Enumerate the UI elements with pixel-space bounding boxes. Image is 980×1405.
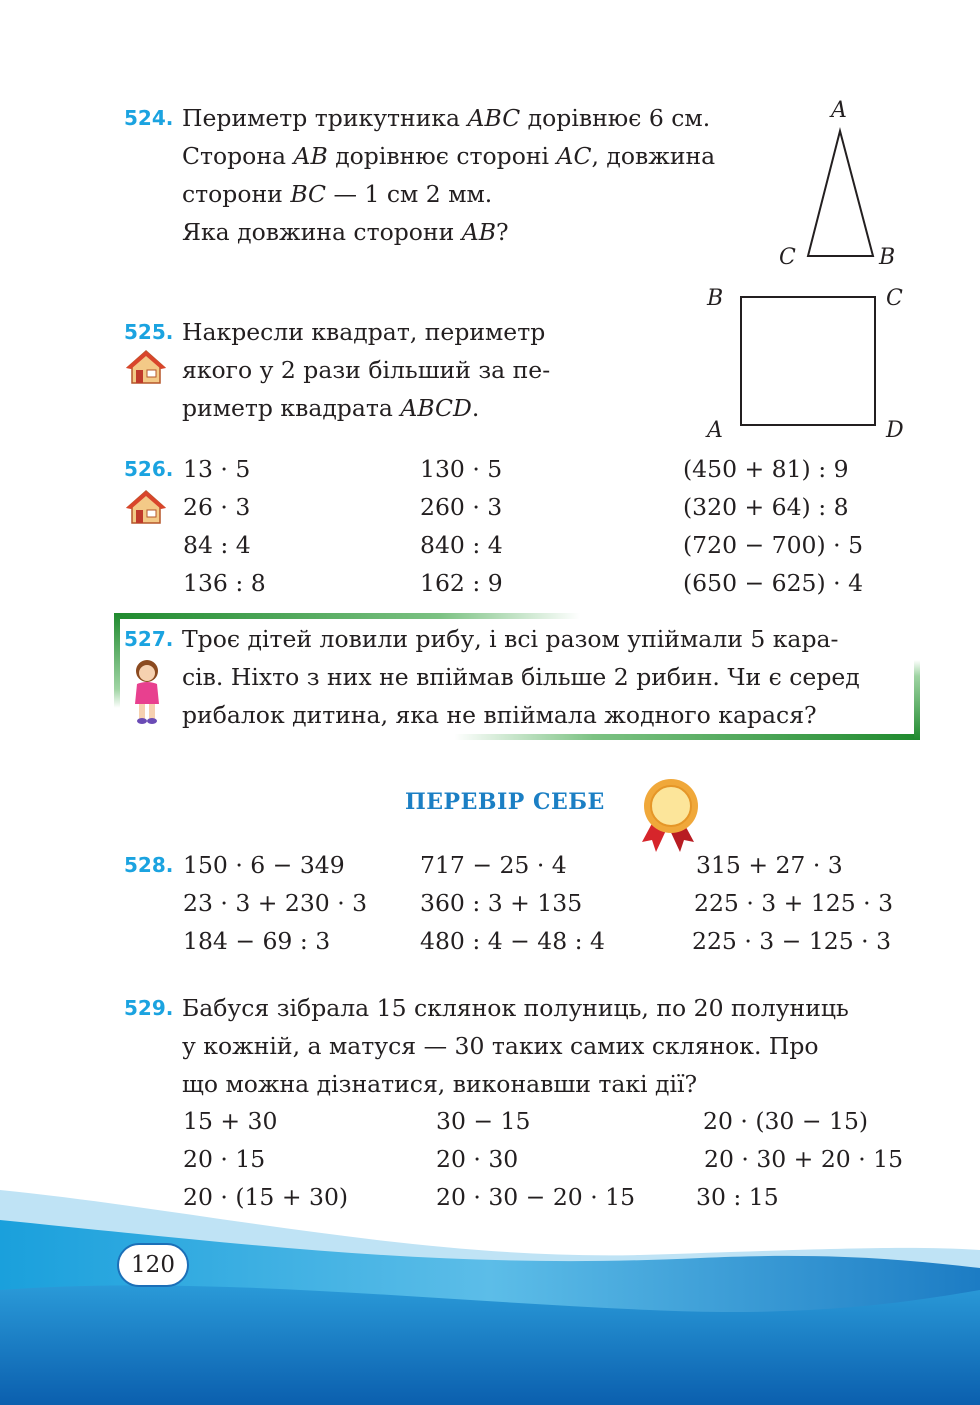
text: AB (461, 218, 496, 246)
text: AC (556, 142, 592, 170)
expression: 150 · 6 − 349 (183, 851, 345, 879)
problem-525-line-1: Накресли квадрат, периметр (182, 318, 546, 346)
problem-527-line-1: Троє дітей ловили рибу, і всі разом упіймали 5 кара- (182, 625, 839, 653)
house-icon (126, 349, 166, 385)
problem-527-line-2: сів. Ніхто з них не впіймав більше 2 рибин. Чи є серед (182, 663, 860, 691)
expression: 360 : 3 + 135 (420, 889, 583, 917)
frame-bottom-bar (454, 734, 920, 740)
house-icon (126, 489, 166, 525)
triangle-label-a: A (831, 98, 847, 123)
expression: (650 − 625) · 4 (683, 569, 864, 597)
expression: (720 − 700) · 5 (683, 531, 864, 559)
frame-top-bar (114, 613, 580, 619)
expression: 26 · 3 (183, 493, 251, 521)
expression: 225 · 3 + 125 · 3 (694, 889, 894, 917)
problem-number-525: 525. (124, 320, 174, 344)
expression: 130 · 5 (420, 455, 503, 483)
triangle-label-c: C (779, 245, 796, 270)
expression: 84 : 4 (183, 531, 251, 559)
expression: 30 : 15 (696, 1183, 779, 1211)
expression: 840 : 4 (420, 531, 503, 559)
square-label-d: D (886, 418, 904, 443)
problem-524-line-3 (182, 175, 492, 213)
expression: 20 · 30 − 20 · 15 (436, 1183, 636, 1211)
page-number-badge (117, 1243, 189, 1287)
text: — 1 см 2 мм. (326, 180, 493, 208)
expression: 260 · 3 (420, 493, 503, 521)
text: ABCD (400, 394, 472, 422)
text: дорівнює 6 см. (520, 104, 711, 132)
problem-number-526: 526. (124, 457, 174, 481)
problem-525-line-3 (182, 389, 479, 427)
expression: (450 + 81) : 9 (683, 455, 849, 483)
expression: 15 + 30 (183, 1107, 278, 1135)
problem-529-line-3: що можна дізнатися, виконавши такі дії? (182, 1070, 698, 1098)
expression: 480 : 4 − 48 : 4 (420, 927, 606, 955)
expression: 315 + 27 · 3 (696, 851, 843, 879)
expression: 162 : 9 (420, 569, 503, 597)
expression: 20 · (15 + 30) (183, 1183, 349, 1211)
text: дорівнює стороні (327, 142, 557, 170)
problem-number-528: 528. (124, 853, 174, 877)
problem-529-line-1: Бабуся зібрала 15 склянок полуниць, по 20 полуниць (182, 994, 849, 1022)
text: ? (495, 218, 509, 246)
expression: 184 − 69 : 3 (183, 927, 331, 955)
text: Сторона (182, 142, 294, 170)
expression: 20 · 30 (436, 1145, 519, 1173)
expression: 717 − 25 · 4 (420, 851, 567, 879)
triangle-label-b: B (879, 245, 896, 270)
section-heading-check-yourself: ПЕРЕВІР СЕБЕ (405, 789, 605, 815)
expression: 20 · (30 − 15) (703, 1107, 869, 1135)
text: Периметр трикутника (182, 104, 468, 132)
girl-character-icon (130, 658, 164, 724)
text: сторони (182, 180, 291, 208)
frame-right-bar (914, 660, 920, 740)
square-label-a: A (707, 418, 723, 443)
problem-number-529: 529. (124, 996, 174, 1020)
square-label-c: C (886, 286, 903, 311)
problem-529-line-2: у кожній, а матуся — 30 таких самих склянок. Про (182, 1032, 819, 1060)
frame-left-bar (114, 613, 120, 708)
text: . (471, 394, 480, 422)
expression: (320 + 64) : 8 (683, 493, 849, 521)
text: BC (290, 180, 326, 208)
text: Яка довжина сторони (182, 218, 462, 246)
problem-524-line-4 (182, 213, 509, 251)
expression: 23 · 3 + 230 · 3 (183, 889, 368, 917)
expression: 20 · 15 (183, 1145, 266, 1173)
expression: 30 − 15 (436, 1107, 531, 1135)
medal-icon (636, 776, 706, 854)
square-label-b: B (707, 286, 724, 311)
expression: 20 · 30 + 20 · 15 (704, 1145, 904, 1173)
problem-527-line-3: рибалок дитина, яка не впіймала жодного карася? (182, 701, 817, 729)
expression: 13 · 5 (183, 455, 251, 483)
problem-number-527: 527. (124, 627, 174, 651)
problem-524-line-1 (182, 99, 710, 137)
square-abcd-figure (738, 294, 878, 428)
page-number: 120 (131, 1252, 175, 1278)
expression: 136 : 8 (183, 569, 266, 597)
problem-number-524: 524. (124, 106, 174, 130)
expression: 225 · 3 − 125 · 3 (692, 927, 892, 955)
problem-524-line-2 (182, 137, 715, 175)
text: ABC (467, 104, 521, 132)
text: , довжина (591, 142, 716, 170)
text: риметр квадрата (182, 394, 401, 422)
text: AB (293, 142, 328, 170)
triangle-abc-figure (800, 125, 880, 260)
problem-525-line-2: якого у 2 рази більший за пе- (182, 356, 551, 384)
